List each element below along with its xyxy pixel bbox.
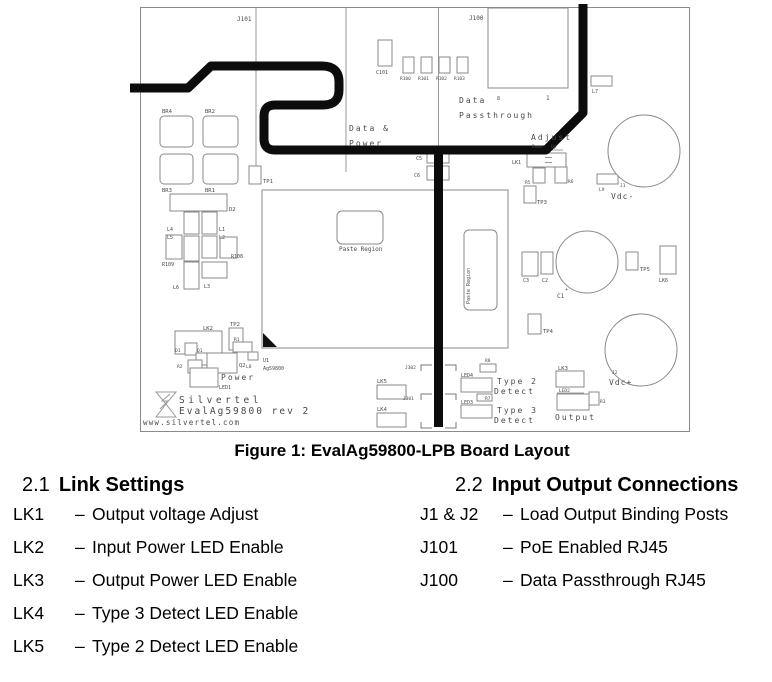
label-r8: R8 bbox=[485, 359, 491, 364]
item-dash: – bbox=[503, 570, 513, 590]
testpoint-tp5 bbox=[626, 252, 638, 270]
label-l7: L7 bbox=[592, 89, 599, 95]
list-item bbox=[420, 564, 770, 597]
testpoint-tp4 bbox=[528, 314, 541, 334]
label-d1: D1 bbox=[175, 349, 181, 354]
item-term: LK5 bbox=[13, 636, 45, 656]
component-br2 bbox=[203, 116, 238, 147]
component-l3 bbox=[202, 262, 227, 278]
label-br4: BR4 bbox=[162, 109, 172, 115]
label-l8: L8 bbox=[246, 365, 252, 370]
label-output: Output bbox=[555, 413, 596, 422]
component-br1 bbox=[203, 154, 238, 184]
component-l9 bbox=[597, 174, 618, 184]
label-led2: LED2 bbox=[559, 389, 570, 394]
label-r101: R101 bbox=[418, 77, 429, 82]
label-tp1: TP1 bbox=[263, 179, 273, 185]
label-type2: Type 2 bbox=[497, 377, 538, 386]
component-r102 bbox=[439, 57, 450, 73]
list-item bbox=[13, 597, 413, 630]
component-br3 bbox=[160, 154, 193, 184]
component-l6 bbox=[184, 262, 199, 289]
label-u1: U1 bbox=[263, 358, 270, 364]
section-link-settings bbox=[13, 474, 413, 663]
label-j100: J100 bbox=[469, 15, 484, 22]
component-inductor bbox=[184, 236, 199, 261]
item-dash: – bbox=[75, 570, 85, 590]
component-inductor bbox=[202, 236, 217, 258]
label-c2: C2 bbox=[542, 278, 549, 284]
label-l6: L6 bbox=[173, 285, 180, 291]
section-number: 2.2 bbox=[455, 474, 483, 496]
label-r2: R2 bbox=[177, 365, 183, 370]
label-tp3: TP3 bbox=[537, 200, 547, 206]
label-lk5: LK5 bbox=[377, 379, 387, 385]
label-j2: J2 bbox=[612, 371, 618, 376]
label-data: Data bbox=[459, 96, 487, 105]
label-type3-detect: Detect bbox=[494, 416, 535, 425]
label-c1-plus: + bbox=[565, 287, 569, 293]
link-lk5 bbox=[377, 385, 406, 399]
list-item bbox=[13, 531, 413, 564]
label-j101: J101 bbox=[237, 16, 252, 23]
label-r102: R102 bbox=[436, 77, 447, 82]
item-dash: – bbox=[503, 537, 513, 557]
label-lk2: LK2 bbox=[203, 326, 213, 332]
component-c2 bbox=[541, 252, 553, 274]
label-up: Up bbox=[551, 145, 557, 150]
label-type2-detect: Detect bbox=[494, 387, 535, 396]
label-l9: L9 bbox=[599, 188, 605, 193]
label-silvertel-url: www.silvertel.com bbox=[143, 418, 241, 427]
item-dash: – bbox=[75, 603, 85, 623]
label-u1-part: Ag59800 bbox=[263, 366, 285, 372]
label-br3: BR3 bbox=[162, 188, 172, 194]
label-l3: L3 bbox=[204, 284, 211, 290]
component-output-led2 bbox=[557, 394, 589, 410]
component-r101 bbox=[421, 57, 432, 73]
list-item bbox=[13, 564, 413, 597]
label-r108: R108 bbox=[231, 254, 244, 260]
link-lk1 bbox=[527, 153, 566, 167]
label-j1: J1 bbox=[620, 184, 626, 189]
item-term: J1 & J2 bbox=[420, 504, 479, 524]
item-desc: Input Power LED Enable bbox=[92, 537, 284, 557]
label-lk6: LK6 bbox=[659, 278, 669, 284]
item-term: J100 bbox=[420, 570, 458, 590]
label-r103: R103 bbox=[454, 77, 465, 82]
label-q1: Q1 bbox=[197, 349, 203, 354]
label-silvertel-brand: Silvertel bbox=[179, 395, 262, 406]
label-r3: R3 bbox=[600, 400, 606, 405]
label-j301: J301 bbox=[403, 397, 414, 402]
list-item bbox=[13, 630, 413, 663]
label-type3: Type 3 bbox=[497, 406, 538, 415]
component-lk6 bbox=[660, 246, 676, 274]
label-c5: C5 bbox=[416, 156, 423, 162]
list-item bbox=[420, 498, 770, 531]
item-dash: – bbox=[75, 504, 85, 524]
item-desc: Output Power LED Enable bbox=[92, 570, 298, 590]
label-br1: BR1 bbox=[205, 188, 215, 194]
label-paste-region-vertical: Paste Region bbox=[466, 267, 472, 304]
item-term: J101 bbox=[420, 537, 458, 557]
component-d1 bbox=[185, 343, 197, 355]
section-title: Link Settings bbox=[58, 474, 185, 496]
item-term: LK1 bbox=[13, 504, 45, 524]
label-pin8: 8 bbox=[497, 96, 501, 102]
component-r6 bbox=[555, 167, 567, 183]
component-l7 bbox=[591, 76, 612, 86]
item-term: LK3 bbox=[13, 570, 45, 590]
item-desc: Type 3 Detect LED Enable bbox=[92, 603, 299, 623]
item-dash: – bbox=[75, 636, 85, 656]
capacitor-c1 bbox=[556, 231, 618, 293]
label-l5: L5 bbox=[167, 235, 174, 241]
component-l8 bbox=[248, 352, 258, 360]
label-c6: C6 bbox=[414, 173, 421, 179]
label-power: Power bbox=[349, 139, 384, 148]
item-term: LK2 bbox=[13, 537, 45, 557]
label-data-and: Data & bbox=[349, 124, 390, 133]
label-adjust: Adjust bbox=[531, 133, 572, 142]
label-c1: C1 bbox=[557, 293, 565, 300]
link-lk3 bbox=[556, 371, 584, 387]
rj45-j100 bbox=[488, 8, 568, 88]
section-heading bbox=[13, 474, 413, 497]
label-down: Down bbox=[532, 145, 543, 150]
label-l1: L1 bbox=[219, 227, 226, 233]
testpoint-tp1 bbox=[249, 166, 261, 184]
component-c101 bbox=[378, 40, 392, 66]
label-vdc-minus: Vdc- bbox=[611, 192, 635, 201]
figure-caption: Figure 1: EvalAg59800-LPB Board Layout bbox=[234, 441, 570, 460]
component-r8 bbox=[480, 364, 496, 372]
component-br4 bbox=[160, 116, 193, 147]
item-desc: Type 2 Detect LED Enable bbox=[92, 636, 299, 656]
component-r103 bbox=[457, 57, 468, 73]
label-r1: R1 bbox=[234, 338, 240, 343]
label-d2: D2 bbox=[229, 207, 236, 213]
label-br2: BR2 bbox=[205, 109, 215, 115]
label-lk1: LK1 bbox=[512, 160, 522, 166]
section-heading bbox=[420, 474, 770, 497]
label-tp2: TP2 bbox=[230, 322, 240, 328]
component-d2 bbox=[170, 194, 227, 211]
item-desc: Output voltage Adjust bbox=[92, 504, 259, 524]
label-vdc-plus: Vdc+ bbox=[609, 378, 633, 387]
list-item bbox=[420, 531, 770, 564]
label-pin1: 1 bbox=[546, 95, 550, 102]
label-r109: R109 bbox=[162, 262, 175, 268]
item-dash: – bbox=[75, 537, 85, 557]
label-q2: Q2 bbox=[239, 363, 246, 369]
item-term: LK4 bbox=[13, 603, 45, 623]
section-title: Input Output Connections bbox=[491, 474, 739, 496]
item-desc: Data Passthrough RJ45 bbox=[520, 570, 706, 590]
item-desc: PoE Enabled RJ45 bbox=[520, 537, 668, 557]
list-item bbox=[13, 498, 413, 531]
paste-region-pad bbox=[337, 211, 383, 244]
label-led1: LED1 bbox=[219, 385, 232, 391]
label-l2: L2 bbox=[219, 235, 226, 241]
section-number: 2.1 bbox=[22, 474, 50, 496]
label-r5: R5 bbox=[525, 181, 531, 186]
component-c3 bbox=[522, 252, 538, 276]
capacitor-j1-vdc-minus bbox=[608, 115, 680, 187]
label-led4: LED4 bbox=[461, 373, 474, 379]
component-r3 bbox=[589, 392, 599, 405]
component-l1-l2 bbox=[202, 212, 217, 234]
label-r6: R6 bbox=[568, 180, 574, 185]
label-r7: R7 bbox=[485, 397, 491, 402]
component-led4 bbox=[461, 378, 492, 392]
label-board-rev: EvalAg59800 rev 2 bbox=[179, 406, 311, 417]
component-r5 bbox=[533, 168, 545, 183]
label-tp5: TP5 bbox=[640, 267, 650, 273]
label-led3: LED3 bbox=[461, 400, 474, 406]
item-desc: Load Output Binding Posts bbox=[520, 504, 729, 524]
link-lk4 bbox=[377, 413, 406, 427]
item-dash: – bbox=[503, 504, 513, 524]
component-led3 bbox=[461, 405, 492, 418]
component-r1 bbox=[233, 342, 252, 352]
label-c101: C101 bbox=[376, 70, 389, 76]
label-c3: C3 bbox=[523, 278, 530, 284]
label-lk4: LK4 bbox=[377, 407, 387, 413]
label-passthrough: Passthrough bbox=[459, 111, 534, 120]
label-j302: J302 bbox=[405, 366, 416, 371]
component-led1 bbox=[190, 368, 218, 387]
label-tp4: TP4 bbox=[543, 329, 553, 335]
label-paste-region: Paste Region bbox=[339, 246, 383, 253]
testpoint-tp3 bbox=[524, 186, 536, 203]
label-r100: R100 bbox=[400, 77, 411, 82]
label-lk3: LK3 bbox=[558, 366, 568, 372]
section-io-connections bbox=[420, 474, 770, 597]
component-l4-l5 bbox=[184, 212, 199, 234]
label-l4: L4 bbox=[167, 227, 174, 233]
component-r100 bbox=[403, 57, 414, 73]
label-power-led: Power bbox=[221, 373, 256, 382]
